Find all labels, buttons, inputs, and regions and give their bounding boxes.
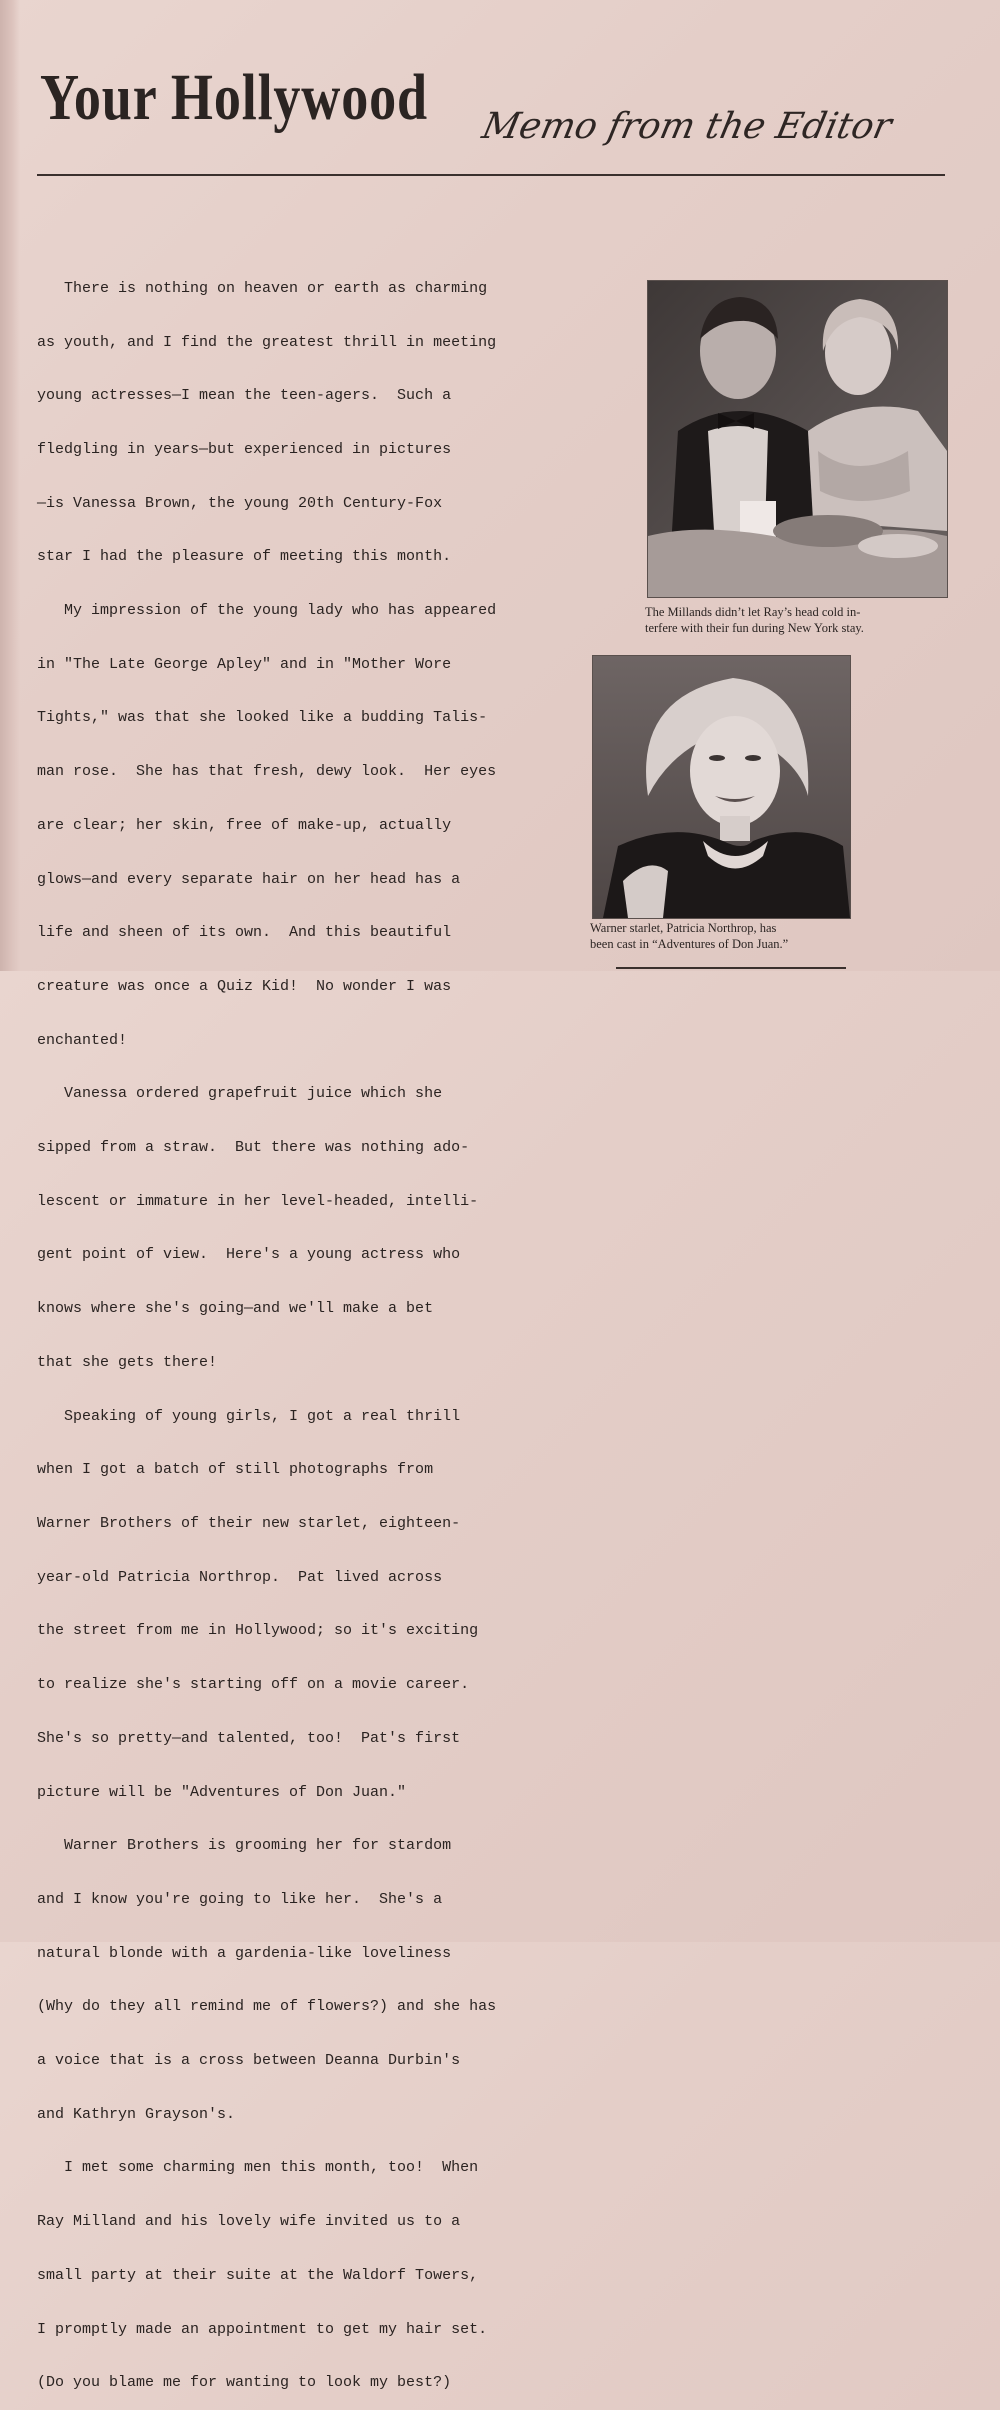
text-line: creature was once a Quiz Kid! No wonder I was xyxy=(37,977,452,995)
photo-millands xyxy=(647,280,948,598)
text-line: (Why do they all remind me of flowers?) and she has xyxy=(37,1998,497,2016)
text-line: are clear; her skin, free of make-up, actually xyxy=(37,816,452,834)
text-line: gent point of view. Here's a young actress who xyxy=(37,1246,461,1264)
text-line: (Do you blame me for wanting to look my best?) xyxy=(37,2374,452,2392)
text-line: man rose. She has that fresh, dewy look. Her eyes xyxy=(37,763,497,781)
photo-millands-image xyxy=(648,281,947,597)
photo-northrop-image xyxy=(593,656,850,918)
text-line: sipped from a straw. But there was nothing ado- xyxy=(37,1139,470,1157)
article-column xyxy=(37,244,537,2410)
text-line: as youth, and I find the greatest thrill in meeting xyxy=(37,333,497,351)
page-title: Your Hollywood xyxy=(40,61,428,134)
caption-line: Warner starlet, Patricia Northrop, has xyxy=(590,921,777,935)
text-line: —is Vanessa Brown, the young 20th Century-Fox xyxy=(37,494,443,512)
text-line: glows—and every separate hair on her head has a xyxy=(37,870,461,888)
text-line: knows where she's going—and we'll make a bet xyxy=(37,1300,434,1318)
text-line: lescent or immature in her level-headed, intelli- xyxy=(37,1192,479,1210)
text-line: star I had the pleasure of meeting this month. xyxy=(37,548,452,566)
text-line: fledgling in years—but experienced in pictures xyxy=(37,440,452,458)
text-line: small party at their suite at the Waldorf Towers, xyxy=(37,2266,479,2284)
text-line: that she gets there! xyxy=(37,1353,218,1371)
text-line: a voice that is a cross between Deanna Durbin's xyxy=(37,2052,461,2070)
footer-rule xyxy=(616,967,846,969)
masthead xyxy=(38,58,948,148)
caption-line: The Millands didn’t let Ray’s head cold in- xyxy=(645,605,861,619)
text-line: to realize she's starting off on a movie career. xyxy=(37,1676,470,1694)
text-line: I promptly made an appointment to get my hair set. xyxy=(37,2320,488,2338)
text-line: Tights," was that she looked like a budding Talis- xyxy=(37,709,488,727)
text-line: My impression of the young lady who has appeared xyxy=(37,602,497,620)
text-line: the street from me in Hollywood; so it's exciting xyxy=(37,1622,479,1640)
page-subtitle: Memo from the Editor xyxy=(478,106,896,147)
text-line: Warner Brothers is grooming her for stardom xyxy=(37,1837,452,1855)
text-line: in "The Late George Apley" and in "Mother Wore xyxy=(37,655,452,673)
text-line: enchanted! xyxy=(37,1031,128,1049)
text-line: natural blonde with a gardenia-like loveliness xyxy=(37,1944,452,1962)
text-line: year-old Patricia Northrop. Pat lived across xyxy=(37,1568,443,1586)
header-rule xyxy=(37,174,945,176)
page-binding-edge xyxy=(0,0,20,971)
text-line: young actresses—I mean the teen-agers. Such a xyxy=(37,387,452,405)
text-line: and I know you're going to like her. She's a xyxy=(37,1890,443,1908)
text-line: I met some charming men this month, too! When xyxy=(37,2159,479,2177)
text-line: There is nothing on heaven or earth as charming xyxy=(37,279,488,297)
text-line: She's so pretty—and talented, too! Pat's first xyxy=(37,1729,461,1747)
caption-millands xyxy=(645,604,864,636)
caption-line: been cast in “Adventures of Don Juan.” xyxy=(590,937,789,951)
text-line: life and sheen of its own. And this beautiful xyxy=(37,924,452,942)
caption-northrop xyxy=(590,920,788,952)
caption-line: terfere with their fun during New York stay. xyxy=(645,621,864,635)
text-line: when I got a batch of still photographs from xyxy=(37,1461,434,1479)
text-line: Warner Brothers of their new starlet, eighteen- xyxy=(37,1514,461,1532)
photo-patricia-northrop xyxy=(592,655,851,919)
text-line: picture will be "Adventures of Don Juan." xyxy=(37,1783,407,1801)
text-line: and Kathryn Grayson's. xyxy=(37,2105,236,2123)
text-line: Ray Milland and his lovely wife invited us to a xyxy=(37,2213,461,2231)
text-line: Speaking of young girls, I got a real thrill xyxy=(37,1407,461,1425)
text-line: Vanessa ordered grapefruit juice which she xyxy=(37,1085,443,1103)
